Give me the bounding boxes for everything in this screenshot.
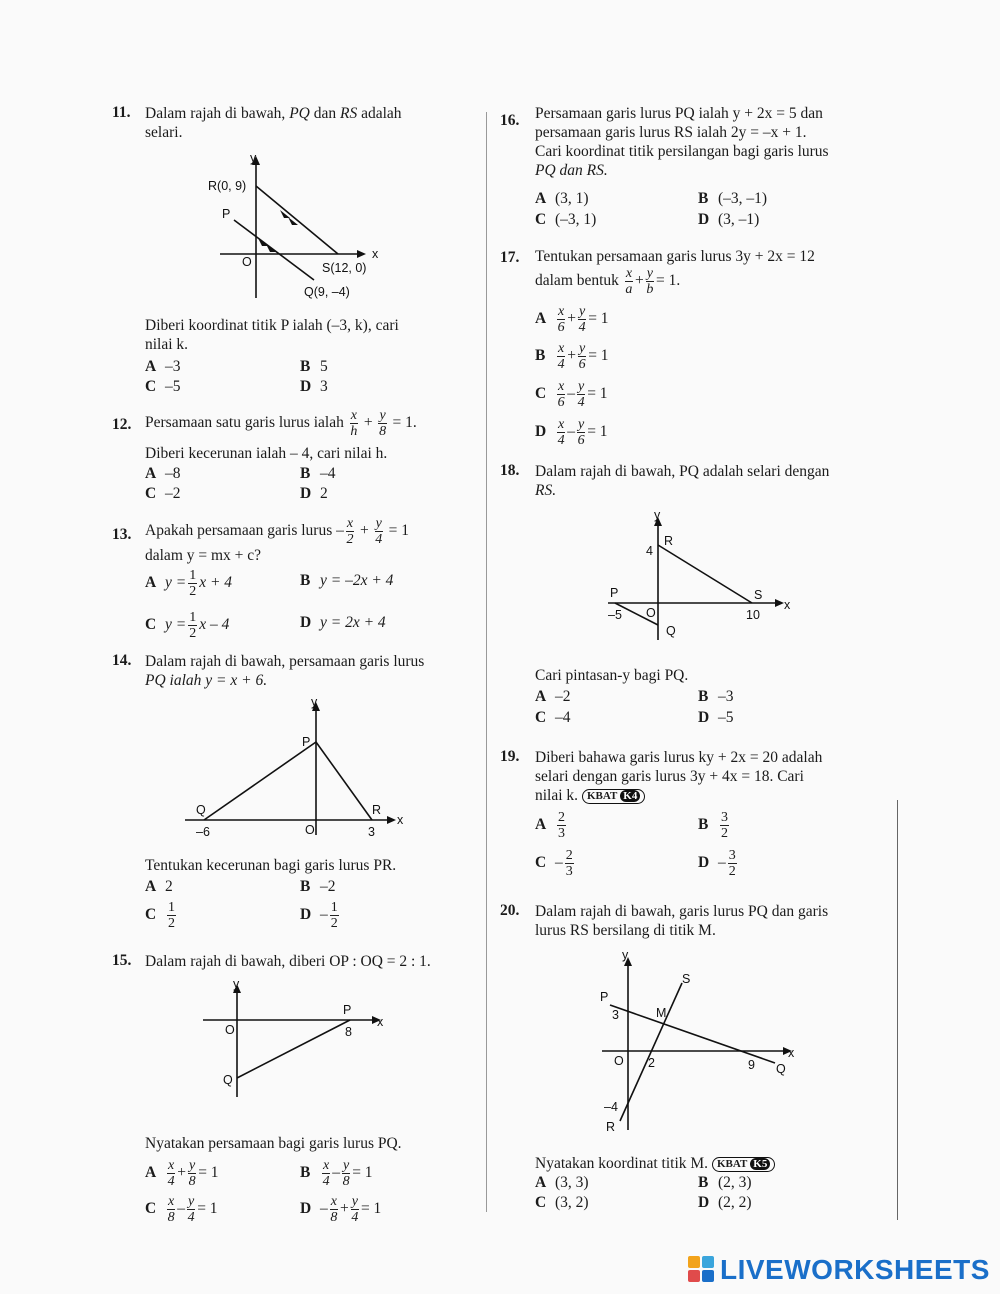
q18-a-value: –2 [555, 688, 571, 705]
q19-c-n: 2 [565, 848, 573, 863]
q20-a-value: (3, 3) [555, 1174, 589, 1191]
q11-rs: RS [340, 105, 358, 122]
q15-p-label: P [343, 1003, 352, 1017]
q17-b2n: y [578, 341, 586, 356]
q20-badge-k: K5 [750, 1158, 770, 1170]
q19-d-d: 2 [728, 864, 736, 879]
q12-option-b[interactable]: B –4 [300, 465, 336, 482]
q17-a2d: 4 [578, 320, 586, 335]
q17-d-f1 [557, 417, 565, 448]
q15-d1d: 8 [330, 1210, 338, 1225]
q17-a-f2 [578, 304, 586, 335]
q15-option-a[interactable]: A $\frac{x}{4}$ + $\frac{y}{8}$ = 1 [145, 1158, 219, 1189]
q20-r-label: R [606, 1120, 616, 1134]
q15-d2n: y [351, 1194, 358, 1209]
q19-option-a[interactable]: A $\frac{2}{3}$ [535, 810, 565, 841]
q16-a-value: (3, 1) [555, 190, 589, 207]
q15-n8-label: 8 [345, 1025, 352, 1039]
q15-d-f2 [351, 1194, 359, 1225]
q11-y-label: y [250, 151, 257, 165]
q12-number: 12. [112, 416, 132, 433]
q17-option-b[interactable]: B $\frac{x}{4}$ + $\frac{y}{6}$ = 1 [535, 341, 609, 372]
q14-d-frac [330, 900, 339, 931]
q11-dan: dan [309, 105, 340, 122]
q19-kbat-badge [582, 789, 645, 804]
q15-a1d: 4 [167, 1174, 175, 1189]
q13-a-n: 1 [189, 568, 197, 583]
q15-c-f1 [167, 1194, 175, 1225]
q19-option-d[interactable]: D – $\frac{3}{2}$ [698, 848, 736, 879]
q19-b-d: 2 [721, 826, 728, 841]
q15-c1n: x [168, 1194, 175, 1209]
q15-c-f2 [187, 1194, 195, 1225]
q16-line3: Cari koordinat titik persilangan bagi garis lurus [535, 143, 829, 160]
q12-frac-y [378, 408, 386, 439]
q12-frac-x [350, 408, 358, 439]
q17-stem2: dalam bentuk $\frac{x}{a}$ + $\frac{y}{b}$ = 1. [535, 266, 681, 297]
q14-option-d[interactable]: D – $\frac{1}{2}$ [300, 900, 338, 931]
q20-kbat-badge [712, 1157, 775, 1172]
q15-stem: Dalam rajah di bawah, diberi OP : OQ = 2 : 1. [145, 953, 431, 970]
q15-a-f1 [167, 1158, 175, 1189]
q18-option-d[interactable]: D –5 [698, 709, 734, 726]
q20-x-label: x [788, 1046, 795, 1060]
q20-q-label: Q [776, 1062, 786, 1076]
q12-eq: = 1. [392, 414, 417, 432]
q19-stem [535, 748, 895, 805]
q14-figure [180, 690, 410, 840]
q14-option-c[interactable]: C $\frac{1}{2}$ [145, 900, 175, 931]
liveworksheets-logo[interactable] [688, 1254, 990, 1286]
q13-b-value: y = –2x + 4 [320, 572, 394, 589]
q16-option-c[interactable]: C (–3, 1) [535, 211, 597, 228]
q14-o-label: O [305, 823, 315, 837]
q20-b-value: (2, 3) [718, 1174, 752, 1191]
q20-n3-label: 3 [612, 1008, 619, 1022]
q19-c-frac [565, 848, 574, 879]
q18-task: Cari pintasan-y bagi PQ. [535, 667, 689, 684]
q20-n4-label: –4 [604, 1100, 618, 1114]
q19-line1: Diberi bahawa garis lurus ky + 2x = 20 adalah [535, 749, 823, 766]
q17-c-eq: = 1 [587, 385, 608, 403]
q17-b-f2 [578, 341, 586, 372]
q14-c-d: 2 [168, 916, 175, 931]
q18-n10-label: 10 [746, 608, 760, 622]
q14-q-label: Q [196, 803, 206, 817]
q18-n5-label: –5 [608, 608, 622, 622]
q15-d-eq: = 1 [360, 1200, 382, 1218]
liveworksheets-brand: LIVEWORKSHEETS [720, 1254, 990, 1285]
q13-option-a[interactable]: A y = $\frac{1}{2}$ x + 4 [145, 568, 233, 599]
q15-b-f2 [342, 1158, 350, 1189]
q17-stem: Tentukan persamaan garis lurus 3y + 2x = 12 [535, 248, 815, 265]
q13-number: 13. [112, 526, 132, 543]
q17-c-f2 [577, 379, 585, 410]
q13-c-post: x – 4 [199, 616, 230, 634]
q14-stem [145, 652, 475, 690]
q17-a-f1 [557, 304, 565, 335]
q18-x-label: x [784, 598, 791, 612]
q12-option-c[interactable]: C –2 [145, 485, 181, 502]
q17-frac-y [646, 266, 654, 297]
q13-stem: Apakah persamaan garis lurus – $\frac{x}{2}$ + $\frac{y}{4}$ = 1 [145, 516, 410, 547]
q20-figure [590, 945, 810, 1135]
q13-f1n: x [346, 516, 354, 531]
q13-f1d: 2 [346, 532, 354, 547]
q13-c-d: 2 [189, 626, 197, 641]
q15-d1n: x [330, 1194, 337, 1209]
q14-d-n: 1 [330, 900, 338, 915]
q20-badge-text: KBAT [716, 1157, 748, 1170]
q18-o-label: O [646, 606, 656, 620]
q17-fy: y [646, 266, 653, 281]
q15-a2n: y [188, 1158, 196, 1173]
q13-a-d: 2 [189, 584, 197, 599]
q11-d-value: 3 [320, 378, 328, 395]
q18-d-value: –5 [718, 709, 734, 726]
q19-b-n: 3 [721, 810, 728, 825]
q12-text2: Diberi kecerunan ialah – 4, cari nilai h. [145, 445, 388, 462]
q15-d-f1 [330, 1194, 338, 1225]
q15-option-b[interactable]: B $\frac{x}{4}$ – $\frac{y}{8}$ = 1 [300, 1158, 373, 1189]
q13-a-pre: y = [165, 574, 187, 592]
q19-badge-text: KBAT [586, 789, 618, 802]
q12-text: Persamaan satu garis lurus ialah [145, 414, 344, 432]
q16-line4: PQ dan RS. [535, 162, 608, 179]
q16-number: 16. [500, 112, 520, 129]
q17-a2n: y [578, 304, 586, 319]
q19-b-frac [720, 810, 729, 841]
q15-figure [195, 972, 395, 1102]
q13-text: Apakah persamaan garis lurus [145, 522, 333, 540]
q17-d-f2 [577, 417, 585, 448]
q20-stem [535, 902, 895, 940]
q16-line2: persamaan garis lurus RS ialah 2y = –x + 1. [535, 124, 807, 141]
q19-option-c[interactable]: C – $\frac{2}{3}$ [535, 848, 573, 879]
q14-number: 14. [112, 652, 132, 669]
q11-c-value: –5 [165, 378, 181, 395]
q20-option-a[interactable]: A (3, 3) [535, 1174, 589, 1191]
q11-b-value: 5 [320, 358, 328, 375]
q11-option-b[interactable]: B 5 [300, 358, 328, 375]
q17-c-f1 [557, 379, 565, 410]
liveworksheets-logo-icon [688, 1256, 716, 1284]
q12-fy: y [379, 408, 386, 423]
q19-badge-k: K4 [620, 790, 640, 802]
q19-d-n: 3 [728, 848, 736, 863]
q14-option-b[interactable]: B –2 [300, 878, 336, 895]
q19-line2: selari dengan garis lurus 3y + 4x = 18. Cari [535, 768, 804, 785]
q11-a-value: –3 [165, 358, 181, 375]
q15-o-label: O [225, 1023, 235, 1037]
q14-text: Dalam rajah di bawah, persamaan garis lurus [145, 653, 425, 670]
q19-option-b[interactable]: B $\frac{3}{2}$ [698, 810, 728, 841]
q17-a1n: x [558, 304, 565, 319]
q17-b2d: 6 [578, 357, 586, 372]
q17-d2n: y [577, 417, 585, 432]
q12-option-d[interactable]: D 2 [300, 485, 328, 502]
q17-eq: = 1. [656, 272, 681, 290]
q14-c-frac [167, 900, 176, 931]
q20-option-b[interactable]: B (2, 3) [698, 1174, 752, 1191]
q20-d-value: (2, 2) [718, 1194, 752, 1211]
q20-n9-label: 9 [748, 1058, 755, 1072]
q18-p-label: P [610, 586, 619, 600]
q15-b2d: 8 [342, 1174, 350, 1189]
q15-c-eq: = 1 [197, 1200, 218, 1218]
q14-d-d: 2 [330, 916, 338, 931]
q15-c2d: 4 [187, 1210, 195, 1225]
q13-f2d: 4 [375, 532, 383, 547]
q12-d-value: 2 [320, 485, 328, 502]
q12-fh: h [350, 424, 358, 439]
q20-task [535, 1154, 775, 1173]
q11-pq: PQ [289, 105, 310, 122]
q11-option-d[interactable]: D 3 [300, 378, 328, 395]
q19-a-d: 3 [558, 826, 565, 841]
q11-o-label: O [242, 255, 252, 269]
q11-r-label: R(0, 9) [208, 179, 247, 193]
q11-text2: adalah [357, 105, 402, 122]
q17-b-f1 [557, 341, 565, 372]
q12-b-value: –4 [320, 465, 336, 482]
q18-n4-label: 4 [646, 544, 653, 558]
q17-d1d: 4 [557, 433, 565, 448]
q20-option-c[interactable]: C (3, 2) [535, 1194, 589, 1211]
q14-task: Tentukan kecerunan bagi garis lurus PR. [145, 857, 397, 874]
q14-y-label: y [311, 695, 318, 709]
q14-p-label: P [302, 735, 311, 749]
q13-eq: = 1 [388, 522, 410, 540]
q13-c-pre: y = [165, 616, 187, 634]
q15-a1n: x [168, 1158, 175, 1173]
q18-s-label: S [754, 588, 763, 602]
q15-task: Nyatakan persamaan bagi garis lurus PQ. [145, 1135, 402, 1152]
q11-given [145, 316, 465, 354]
q17-d1n: x [558, 417, 565, 432]
q20-o-label: O [614, 1054, 624, 1068]
q11-given-text: Diberi koordinat titik P ialah (–3, k), cari [145, 317, 399, 334]
q20-p-label: P [600, 990, 609, 1004]
q15-c2n: y [187, 1194, 195, 1209]
q15-b2n: y [342, 1158, 350, 1173]
q13-option-d[interactable]: D y = 2x + 4 [300, 614, 386, 631]
q17-fa: a [625, 282, 633, 297]
q20-m-label: M [656, 1006, 667, 1020]
q14-x-label: x [397, 813, 404, 827]
q14-r-label: R [372, 803, 382, 817]
margin-rule [897, 800, 898, 1220]
q17-option-d[interactable]: D $\frac{x}{4}$ – $\frac{y}{6}$ = 1 [535, 417, 608, 448]
q17-option-c[interactable]: C $\frac{x}{6}$ – $\frac{y}{4}$ = 1 [535, 379, 608, 410]
q15-b1n: x [323, 1158, 330, 1173]
q18-figure [600, 505, 800, 645]
q19-a-n: 2 [558, 810, 565, 825]
q14-option-a[interactable]: A 2 [145, 878, 173, 895]
q17-c1n: x [558, 379, 565, 394]
q12-c-value: –2 [165, 485, 181, 502]
column-divider [486, 112, 487, 1212]
q15-x-label: x [377, 1015, 384, 1029]
q19-c-d: 3 [565, 864, 573, 879]
q11-q-label: Q(9, –4) [304, 285, 350, 299]
q19-number: 19. [500, 748, 520, 765]
q11-text: Dalam rajah di bawah, [145, 105, 290, 122]
q11-s-label: S(12, 0) [322, 261, 367, 275]
q20-c-value: (3, 2) [555, 1194, 589, 1211]
q11-stem [145, 104, 465, 142]
q18-option-a[interactable]: A –2 [535, 688, 571, 705]
q17-d2d: 6 [577, 433, 585, 448]
q14-a-value: 2 [165, 878, 173, 895]
q15-y-label: y [233, 977, 240, 991]
q11-option-a[interactable]: A –3 [145, 358, 181, 375]
q20-line2: lurus RS bersilang di titik M. [535, 922, 716, 939]
q14-n6-label: –6 [196, 825, 210, 839]
q15-b1d: 4 [322, 1174, 330, 1189]
q18-line2: RS. [535, 482, 557, 499]
q14-c-n: 1 [168, 900, 175, 915]
q20-y-label: y [622, 948, 629, 962]
q18-r-label: R [664, 534, 674, 548]
q18-stem [535, 462, 895, 500]
q18-line1: Dalam rajah di bawah, PQ adalah selari dengan [535, 463, 830, 480]
q16-d-value: (3, –1) [718, 211, 760, 228]
q15-number: 15. [112, 952, 132, 969]
q20-task-text: Nyatakan koordinat titik M. [535, 1155, 709, 1172]
q20-option-d[interactable]: D (2, 2) [698, 1194, 752, 1211]
q18-option-c[interactable]: C –4 [535, 709, 571, 726]
q13-frac-1 [346, 516, 354, 547]
q16-option-b[interactable]: B (–3, –1) [698, 190, 768, 207]
q14-n3-label: 3 [368, 825, 375, 839]
q19-d-frac [728, 848, 737, 879]
q13-f2n: y [375, 516, 382, 531]
q12-stem: Persamaan satu garis lurus ialah $\frac{x}{h}$ + $\frac{y}{8}$ = 1. [145, 408, 417, 439]
q15-a2d: 8 [188, 1174, 196, 1189]
q13-option-b[interactable]: B y = –2x + 4 [300, 572, 394, 589]
q16-line1: Persamaan garis lurus PQ ialah y + 2x = 5 dan [535, 105, 823, 122]
q16-option-d[interactable]: D (3, –1) [698, 211, 760, 228]
q17-b-eq: = 1 [588, 347, 609, 365]
q20-number: 20. [500, 902, 520, 919]
q17-b1n: x [558, 341, 565, 356]
q12-fx: x [350, 408, 357, 423]
q16-b-value: (–3, –1) [718, 190, 768, 207]
q13-c-n: 1 [189, 610, 197, 625]
q15-b-eq: = 1 [352, 1164, 373, 1182]
q17-c2d: 4 [577, 395, 585, 410]
q20-n2-label: 2 [648, 1056, 655, 1070]
q16-c-value: (–3, 1) [555, 211, 597, 228]
q15-q-label: Q [223, 1073, 233, 1087]
q20-line1: Dalam rajah di bawah, garis lurus PQ dan garis [535, 903, 829, 920]
q17-fx: x [625, 266, 633, 281]
q13-a-frac [188, 568, 197, 599]
q15-c1d: 8 [167, 1210, 175, 1225]
q17-option-a[interactable]: A $\frac{x}{6}$ + $\frac{y}{4}$ = 1 [535, 304, 609, 335]
q11-text3: selari. [145, 124, 183, 141]
q14-b-value: –2 [320, 878, 336, 895]
q13-text2: dalam y = mx + c? [145, 547, 262, 564]
q19-a-frac [557, 810, 566, 841]
q12-f8: 8 [379, 424, 387, 439]
q12-option-a[interactable]: A –8 [145, 465, 181, 482]
q13-d-value: y = 2x + 4 [320, 614, 386, 631]
q11-p-label: P [222, 207, 231, 221]
q15-option-d[interactable]: D – $\frac{x}{8}$ + $\frac{y}{4}$ = 1 [300, 1194, 382, 1225]
q13-c-frac [188, 610, 197, 641]
q13-a-post: x + 4 [199, 574, 233, 592]
q12-a-value: –8 [165, 465, 181, 482]
q11-x-label: x [372, 247, 379, 261]
q19-line3: nilai k. [535, 787, 579, 804]
q15-a-f2 [188, 1158, 196, 1189]
q16-option-a[interactable]: A (3, 1) [535, 190, 589, 207]
q14-text2: PQ ialah y = x + 6. [145, 672, 268, 689]
q17-fb: b [646, 282, 654, 297]
q20-s-label: S [682, 972, 691, 986]
q18-y-label: y [654, 508, 661, 522]
q11-option-c[interactable]: C –5 [145, 378, 181, 395]
q17-a-eq: = 1 [588, 310, 609, 328]
q17-line2: dalam bentuk [535, 272, 619, 290]
q17-number: 17. [500, 249, 520, 266]
q18-number: 18. [500, 462, 520, 479]
q18-option-b[interactable]: B –3 [698, 688, 734, 705]
q11-figure [200, 150, 390, 305]
q13-frac-2 [375, 516, 383, 547]
q17-d-eq: = 1 [587, 423, 608, 441]
q15-d2d: 4 [351, 1210, 359, 1225]
q11-given-text2: nilai k. [145, 336, 189, 353]
q18-c-value: –4 [555, 709, 571, 726]
q17-b1d: 4 [557, 357, 565, 372]
q17-a1d: 6 [557, 320, 565, 335]
q17-c2n: y [577, 379, 585, 394]
q15-option-c[interactable]: C $\frac{x}{8}$ – $\frac{y}{4}$ = 1 [145, 1194, 218, 1225]
q11-number: 11. [112, 104, 131, 121]
q18-q-label: Q [666, 624, 676, 638]
q15-a-eq: = 1 [198, 1164, 219, 1182]
q18-b-value: –3 [718, 688, 734, 705]
q17-frac-x [625, 266, 633, 297]
q17-c1d: 6 [557, 395, 565, 410]
q16-stem [535, 104, 895, 180]
q13-option-c[interactable]: C y = $\frac{1}{2}$ x – 4 [145, 610, 230, 641]
q15-b-f1 [322, 1158, 330, 1189]
